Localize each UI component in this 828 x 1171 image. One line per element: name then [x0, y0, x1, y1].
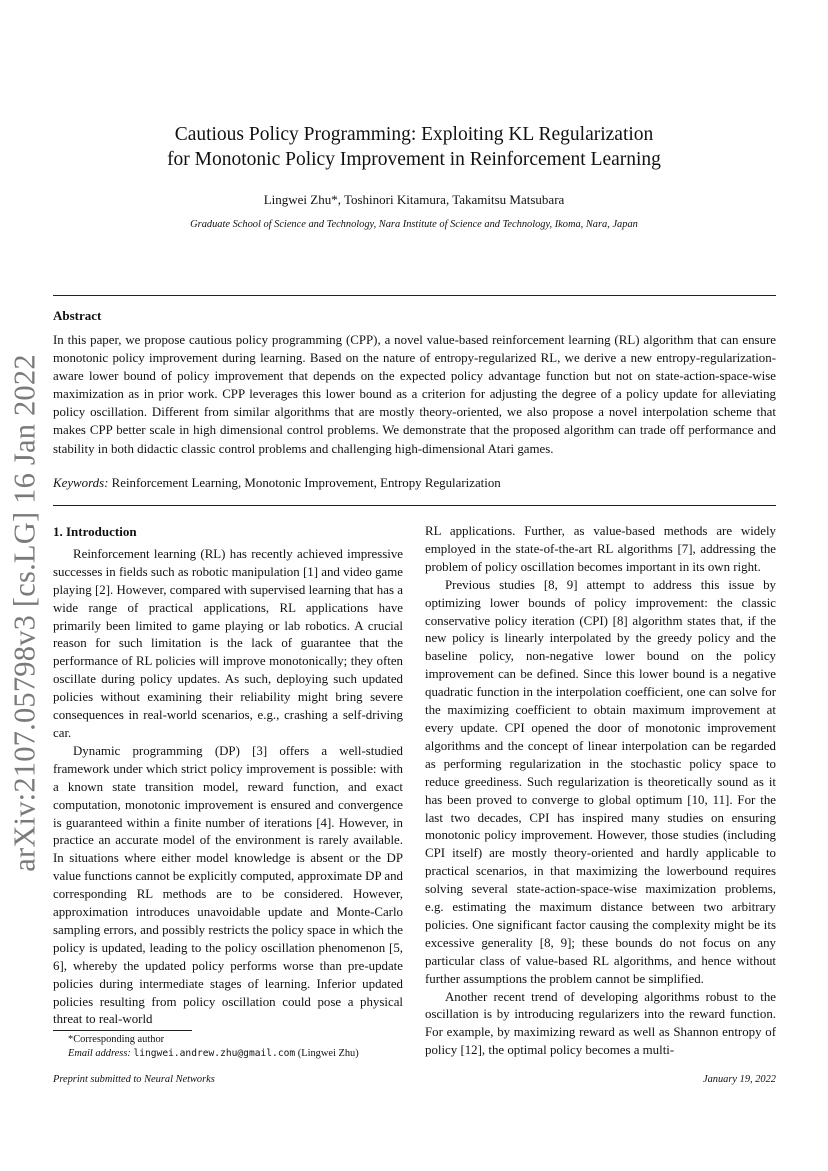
right-column: [425, 523, 776, 1060]
email-address-link[interactable]: lingwei.andrew.zhu@gmail.com: [133, 1048, 296, 1059]
left-column: [53, 523, 403, 1029]
email-label: Email address:: [68, 1048, 131, 1059]
intro-paragraph-4: Previous studies [8, 9] attempt to address this issue by optimizing lower bounds of policy improvement: the classic conservative policy iteration (CPI) [8] algorithm states that, if the new policy is linearly interpolated by the greedy policy and the baseline policy, non-negative lower bound on the policy improvement can be defined. Since this lower bound is a negative quadratic function in the interpolation coefficient, one can solve for the maximizing coefficient to obtain maximum improvement at every update. CPI opened the door of monotonic improvement algorithms and the concept of linear interpolation can be regarded as performing regularization in the stochastic policy space to reduce greediness. Such regularization is theoretically sound as it has been proved to converge to global optimum [10, 11]. For the last two decades, CPI has inspired many studies on ensuring monotonic policy improvement. However, those studies (including CPI itself) are mostly theory-oriented and hardly applicable to practical scenarios, in that maximizing the lowerbound requires solving several state-action-space-wise maximization problems, e.g. estimating the maximum distance between two arbitrary policies. One significant factor causing the complexity might be its excessive generality [8, 9]; these bounds do not focus on any particular class of value-based RL algorithms, and hence without further assumptions the problem cannot be simplified.: [425, 577, 776, 986]
abstract-top-rule: [53, 295, 776, 296]
footnote-rule: [53, 1030, 192, 1031]
abstract-heading: Abstract: [53, 308, 102, 323]
footnote-corresponding-author: *Corresponding author: [68, 1034, 165, 1045]
abstract-bottom-rule: [53, 505, 776, 506]
email-owner: (Lingwei Zhu): [297, 1048, 359, 1059]
intro-paragraph-2: Dynamic programming (DP) [3] offers a well-studied framework under which strict policy improvement is possible: with a known state transition model, reward function, and exact computation, monotonic improvement is ensured and convergence is guaranteed within a finite number of iterations [4]. However, in practice an accurate model of the environment is rarely available. In situations where either model knowledge is absent or the DP value functions cannot be explicitly computed, approximate DP and corresponding RL methods are to be considered. However, approximation introduces unavoidable update and Monte-Carlo sampling errors, and possibly restricts the policy space in which the policy is updated, leading to the policy oscillation phenomenon [5, 6], whereby the updated policy performs worse than pre-update policies during intermediate stages of learning. Inferior updated policies resulting from policy oscillation could pose a physical threat to real-world: [53, 743, 403, 1027]
keywords-label: Keywords:: [53, 476, 109, 490]
arxiv-side-stamp: [0, 354, 50, 872]
paper-title-line-2: for Monotonic Policy Improvement in Reinforcement Learning: [167, 149, 661, 170]
footer-preprint-note: Preprint submitted to Neural Networks: [53, 1074, 215, 1085]
affiliation: Graduate School of Science and Technology, Nara Institute of Science and Technology, Ikoma, Nara, Japan: [190, 219, 638, 230]
footnote-email: [68, 1048, 359, 1059]
keywords-text: Reinforcement Learning, Monotonic Improvement, Entropy Regularization: [111, 476, 501, 490]
section-heading-introduction: 1. Introduction: [53, 524, 137, 539]
intro-paragraph-3: RL applications. Further, as value-based methods are widely employed in the state-of-the-art RL algorithms [7], addressing the problem of policy oscillation becomes important in its own right.: [425, 524, 776, 574]
keywords-line: [53, 476, 501, 491]
author-list: Lingwei Zhu*, Toshinori Kitamura, Takamitsu Matsubara: [263, 192, 565, 207]
abstract-text: In this paper, we propose cautious policy programming (CPP), a novel value-based reinforcement learning (RL) algorithm that can ensure monotonic policy improvement during learning. Based on the nature of entropy-regularized RL, we derive a new entropy-regularization-aware lower bound of policy improvement that depends on the expected policy advantage function but not on state-action-space-wise maximization as in prior work. CPP leverages this lower bound as a criterion for adjusting the degree of a policy update for alleviating policy oscillation. Different from similar algorithms that are mostly theory-oriented, we also propose a novel interpolation scheme that makes CPP better scale in high dimensional control problems. We demonstrate that the proposed algorithm can trade off performance and stability in both didactic classic control problems and challenging high-dimensional Atari games.: [53, 333, 776, 456]
arxiv-identifier: arXiv:2107.05798v3 [cs.LG] 16 Jan 2022: [7, 354, 42, 872]
footer-date: January 19, 2022: [702, 1074, 776, 1085]
paper-title-line-1: Cautious Policy Programming: Exploiting KL Regularization: [174, 124, 654, 145]
intro-paragraph-1: Reinforcement learning (RL) has recently achieved impressive successes in fields such as robotic manipulation [1] and video game playing [2]. However, compared with supervised learning that has a wide range of practical applications, RL applications have primarily been limited to game playing or lab robotics. A crucial reason for such limitation is the lack of guarantee that the performance of RL policies will improve monotonically; they often oscillate during policy updates. As such, deploying such updated policies without examining their reliability might bring severe consequences in real-world scenarios, e.g., crashing a self-driving car.: [53, 546, 403, 740]
intro-paragraph-5: Another recent trend of developing algorithms robust to the oscillation is by introducing regularizers into the reward function. For example, by maximizing reward as well as Shannon entropy of policy [12], the optimal policy becomes a multi-: [425, 989, 776, 1058]
